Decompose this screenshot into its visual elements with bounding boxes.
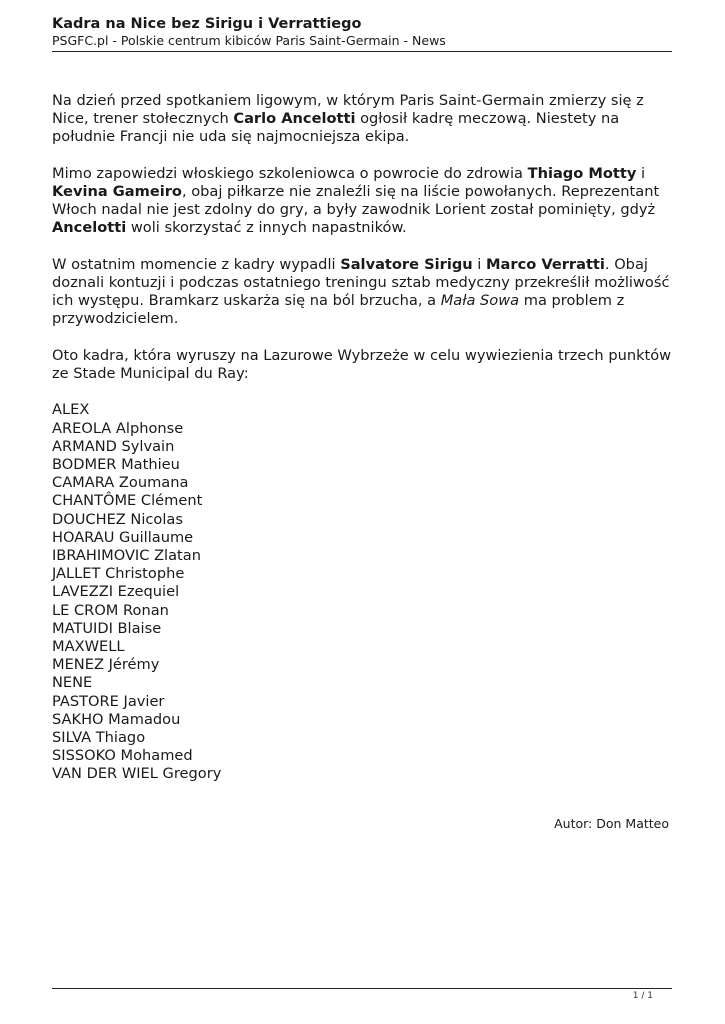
squad-player: CAMARA Zoumana bbox=[52, 474, 189, 492]
paragraph-line bbox=[52, 256, 672, 274]
article-paragraph bbox=[52, 347, 672, 383]
squad-list bbox=[52, 401, 672, 783]
text-run: ma problem z bbox=[519, 292, 625, 310]
squad-player: NENE bbox=[52, 674, 93, 692]
paragraph-line bbox=[52, 274, 672, 292]
squad-player: DOUCHEZ Nicolas bbox=[52, 510, 183, 528]
text-run: południe Francji nie uda się najmocniejsza ekipa. bbox=[52, 128, 410, 146]
text-run: doznali kontuzji i podczas ostatniego treningu sztab medyczny przekreślił możliwość bbox=[52, 274, 670, 291]
paragraph-line bbox=[52, 219, 672, 237]
text-run: woli skorzystać z innych napastników. bbox=[126, 219, 407, 237]
document-title: Kadra na Nice bez Sirigu i Verrattiego bbox=[52, 16, 362, 32]
squad-player: JALLET Christophe bbox=[52, 565, 185, 583]
squad-player: MATUIDI Blaise bbox=[52, 619, 162, 637]
squad-player: CHANTÔME Clément bbox=[52, 492, 203, 510]
squad-player: PASTORE Javier bbox=[52, 692, 165, 710]
squad-player: ALEX bbox=[52, 401, 90, 419]
article-paragraph bbox=[52, 256, 672, 329]
squad-player: MENEZ Jérémy bbox=[52, 656, 160, 674]
bold-name: Marco Verratti bbox=[486, 255, 605, 273]
bold-name: Carlo Ancelotti bbox=[233, 110, 356, 128]
squad-player: LAVEZZI Ezequiel bbox=[52, 583, 180, 601]
text-run: Oto kadra, która wyruszy na Lazurowe Wybrzeże w celu wywiezienia trzech punktów bbox=[52, 346, 672, 364]
text-run: W ostatnim momencie z kadry wypadli bbox=[52, 255, 341, 273]
squad-player: BODMER Mathieu bbox=[52, 456, 180, 473]
text-run: i bbox=[472, 255, 486, 273]
bold-name: Ancelotti bbox=[52, 219, 127, 237]
squad-player: AREOLA Alphonse bbox=[52, 419, 184, 437]
paragraph-line bbox=[52, 165, 672, 183]
squad-player: SISSOKO Mohamed bbox=[52, 747, 193, 765]
article-author: Autor: Don Matteo bbox=[554, 816, 669, 831]
bold-name: Thiago Motty bbox=[527, 164, 637, 182]
squad-player: IBRAHIMOVIC Zlatan bbox=[52, 547, 201, 565]
text-run: przywodzicielem. bbox=[52, 310, 179, 328]
paragraph-line bbox=[52, 292, 672, 310]
footer-divider bbox=[52, 988, 672, 989]
paragraph-line bbox=[52, 110, 672, 128]
text-run: ogłosił kadrę meczową. Niestety na bbox=[355, 110, 620, 128]
paragraph-line bbox=[52, 201, 672, 219]
squad-player: ARMAND Sylvain bbox=[52, 437, 175, 455]
paragraph-line bbox=[52, 128, 672, 146]
bold-name: Salvatore Sirigu bbox=[340, 255, 473, 273]
squad-player: MAXWELL bbox=[52, 638, 125, 656]
paragraph-line bbox=[52, 347, 672, 365]
text-run: Na dzień przed spotkaniem ligowym, w którym Paris Saint-Germain zmierzy się z bbox=[52, 92, 644, 109]
squad-player: VAN DER WIEL Gregory bbox=[52, 765, 222, 783]
italic-nickname: Mała Sowa bbox=[440, 292, 520, 310]
article-paragraph bbox=[52, 165, 672, 238]
page-header bbox=[52, 15, 672, 49]
paragraph-line bbox=[52, 92, 672, 110]
header-divider bbox=[52, 51, 672, 52]
text-run: Włoch nadal nie jest zdolny do gry, a były zawodnik Lorient został pominięty, gdyż bbox=[52, 201, 656, 219]
article-body bbox=[52, 92, 672, 784]
paragraph-line bbox=[52, 183, 672, 201]
squad-player: LE CROM Ronan bbox=[52, 601, 169, 619]
text-run: ze Stade Municipal du Ray: bbox=[52, 365, 249, 382]
text-run: Mimo zapowiedzi włoskiego szkoleniowca o powrocie do zdrowia bbox=[52, 164, 528, 182]
squad-player: SILVA Thiago bbox=[52, 729, 146, 747]
article-paragraph bbox=[52, 92, 672, 147]
text-run: ich występu. Bramkarz uskarża się na ból brzucha, a bbox=[52, 292, 441, 310]
page-number: 1 / 1 bbox=[632, 991, 653, 1001]
text-run: Nice, trener stołecznych bbox=[52, 110, 234, 128]
text-run: , obaj piłkarze nie znaleźli się na liście powołanych. Reprezentant bbox=[181, 183, 660, 200]
squad-player: SAKHO Mamadou bbox=[52, 710, 181, 728]
squad-player: HOARAU Guillaume bbox=[52, 528, 194, 546]
article-paragraphs bbox=[52, 92, 672, 383]
paragraph-line bbox=[52, 365, 672, 383]
text-run: . Obaj bbox=[604, 255, 648, 273]
paragraph-line bbox=[52, 310, 672, 328]
bold-name: Kevina Gameiro bbox=[52, 183, 182, 200]
text-run: i bbox=[636, 164, 646, 182]
document-subtitle: PSGFC.pl - Polskie centrum kibiców Paris Saint-Germain - News bbox=[52, 33, 446, 48]
